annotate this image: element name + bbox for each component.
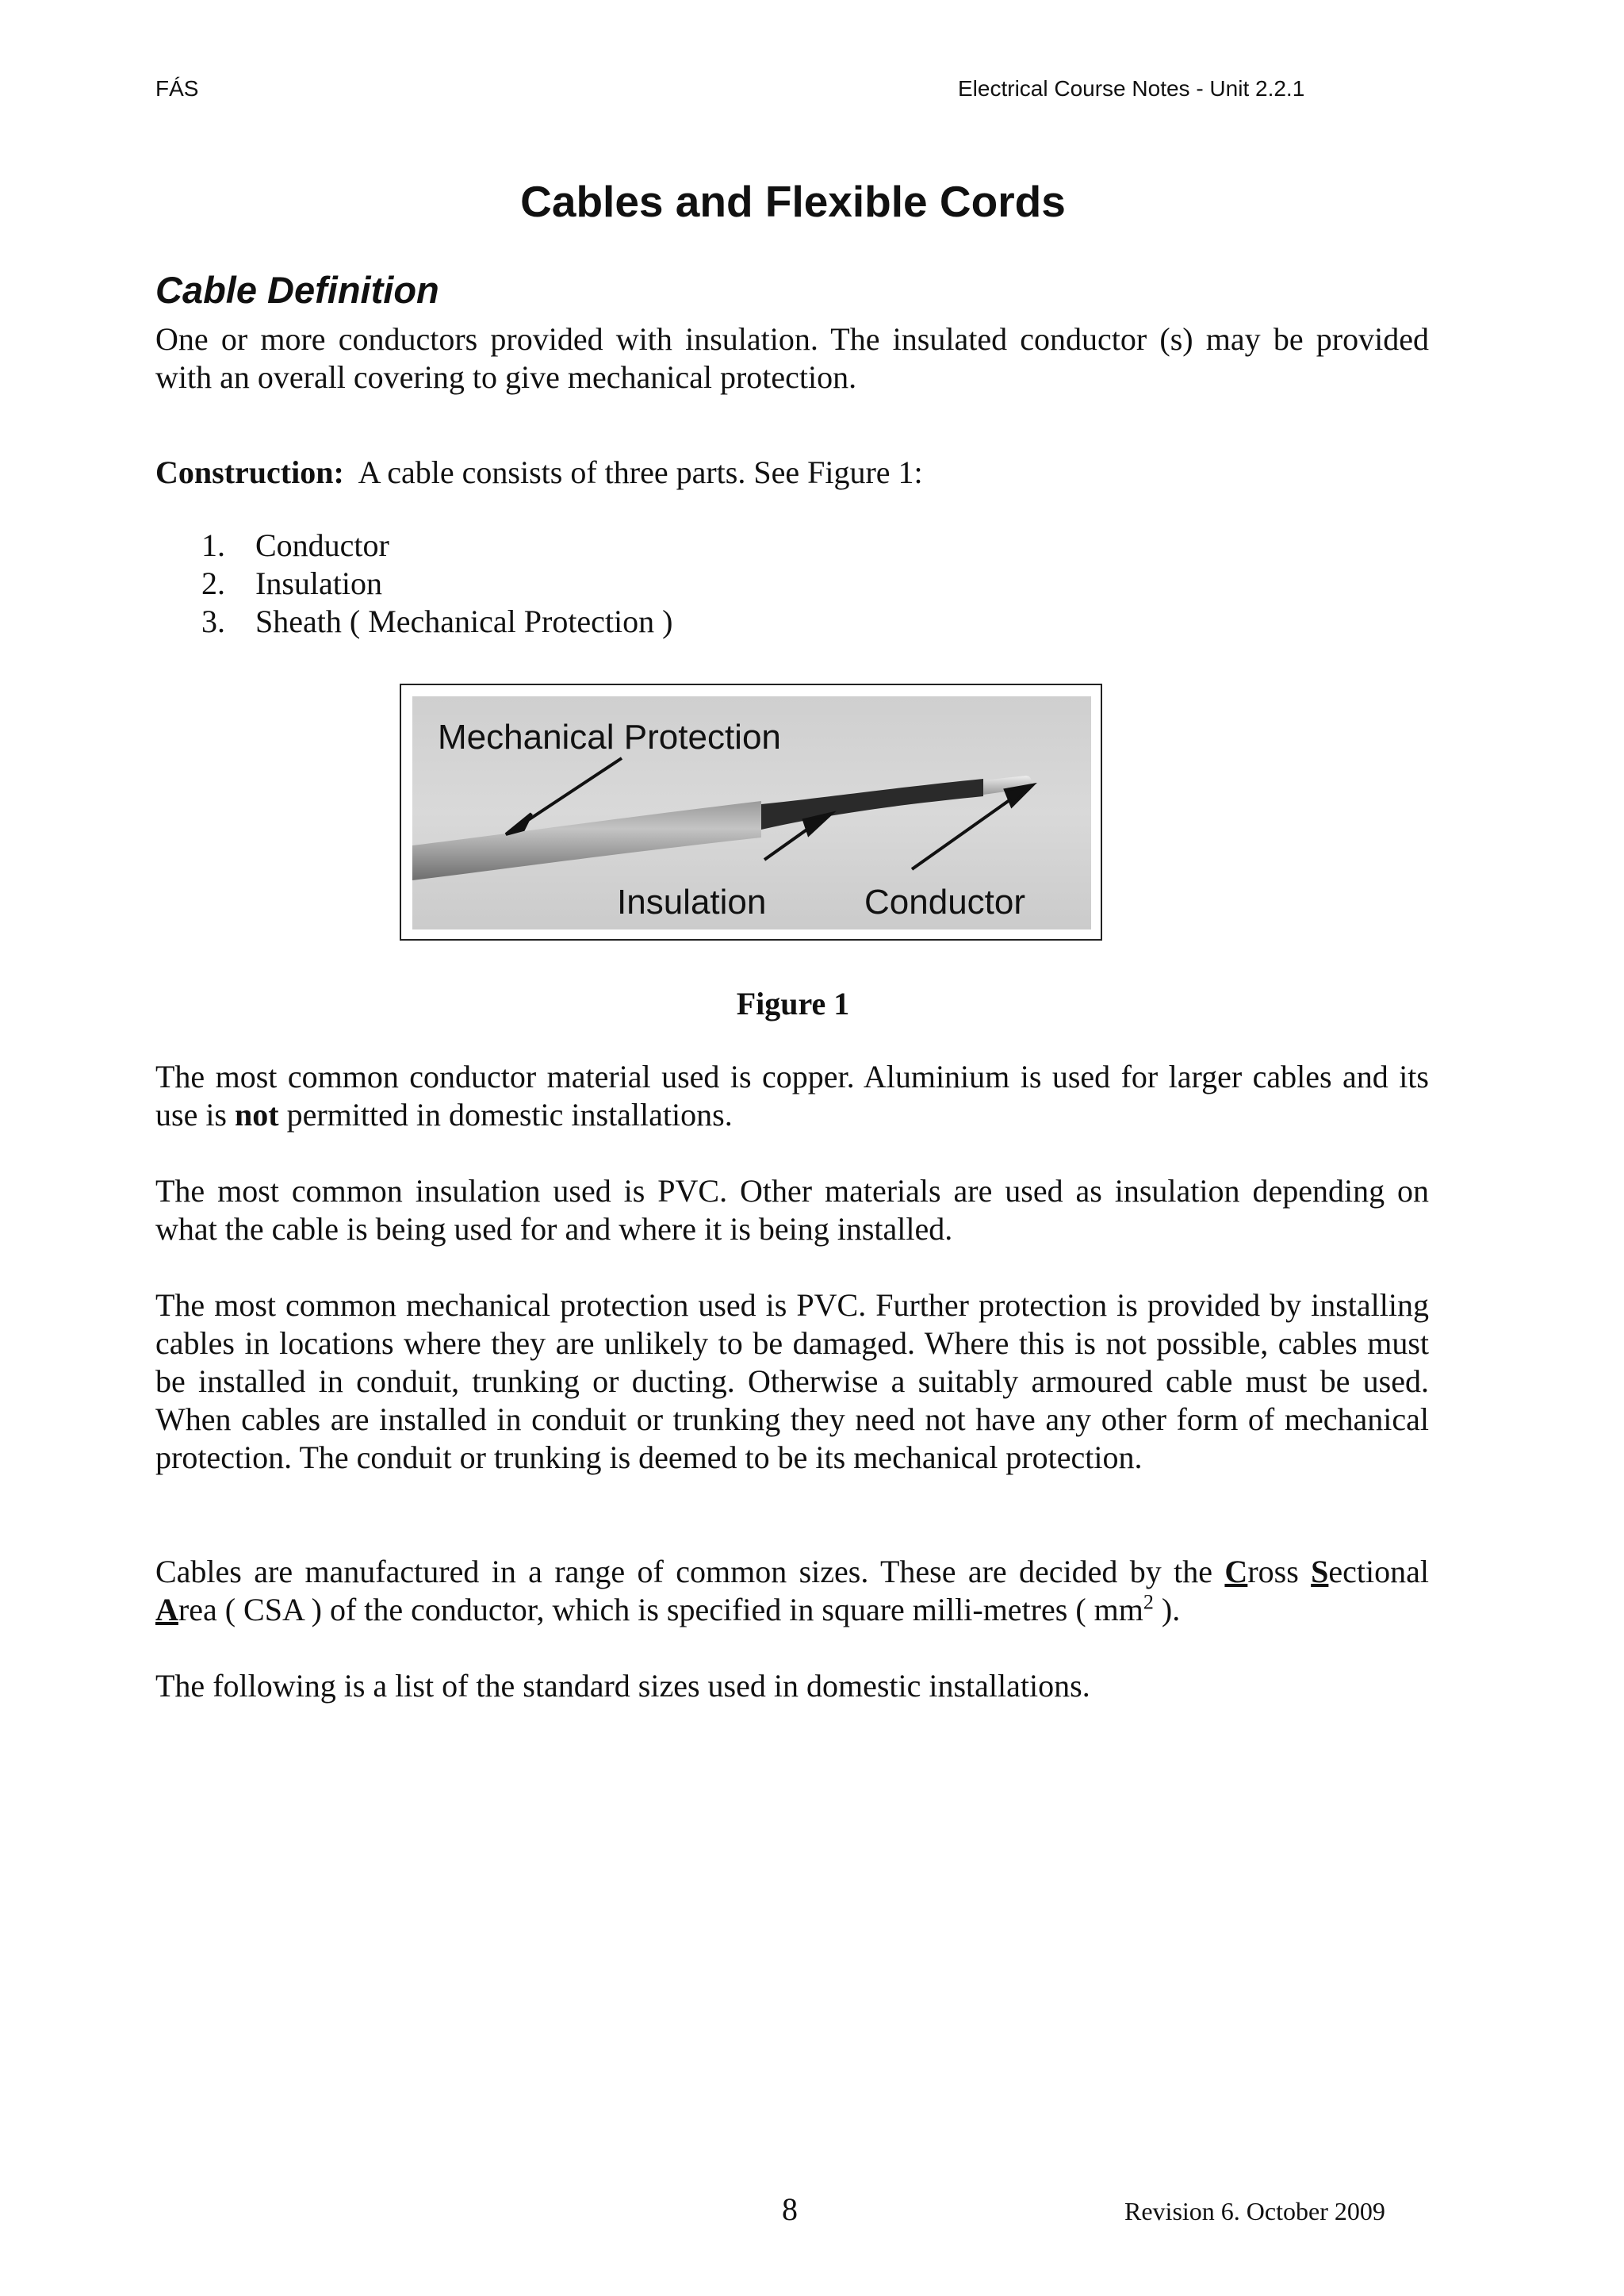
header-left: FÁS [155,76,199,101]
text-bold-underline: A [155,1592,178,1627]
list-text: Sheath ( Mechanical Protection ) [255,604,673,639]
list-text: Conductor [255,527,389,563]
text-run: rea ( CSA ) of the conductor, which is specified in square milli-metres ( mm [178,1592,1143,1627]
text-run: ). [1153,1592,1181,1627]
text-run: ross [1247,1554,1312,1589]
cable-diagram [412,696,1091,930]
list-item [201,527,672,565]
text-run: The most common conductor material used is copper. Aluminium is used for larger cables and its use is [155,1059,1429,1133]
text-bold-underline: S [1311,1554,1329,1589]
label-insulation: Insulation [617,883,767,922]
list-item [201,603,672,641]
list-text: Insulation [255,565,382,601]
list-number: 3. [201,604,225,639]
text-bold: not [235,1097,279,1133]
paragraph-cable-sizes [155,1553,1429,1629]
construction-line [155,454,1429,492]
construction-list [201,527,672,641]
text-run: permitted in domestic installations. [278,1097,733,1133]
label-conductor: Conductor [864,883,1026,922]
definition-paragraph: One or more conductors provided with insulation. The insulated conductor (s) may be provided with an overall covering to give mechanical protection. [155,321,1429,395]
paragraph-conductor-material [155,1058,1429,1134]
paragraph-insulation: The most common insulation used is PVC. Other materials are used as insulation depending on what the cable is being used for and where it is being installed. [155,1173,1429,1247]
page-number: 8 [782,2191,798,2227]
list-item [201,565,672,603]
header-right: Electrical Course Notes - Unit 2.2.1 [958,76,1305,101]
text-bold-underline: C [1224,1554,1248,1589]
cable-figure [400,684,1102,941]
list-number: 1. [201,527,225,563]
construction-label: Construction: [155,454,344,490]
superscript: 2 [1143,1590,1154,1614]
text-run: ectional [1328,1554,1429,1589]
text-run: Cables are manufactured in a range of common sizes. These are decided by the [155,1554,1225,1589]
page-title: Cables and Flexible Cords [520,177,1066,226]
paragraph-mechanical-protection: The most common mechanical protection used is PVC. Further protection is provided by installing cables in locations where they are unlikely to be damaged. Where this is not possible, cables must be installed in conduit, trunking or ducting. Otherwise a suitably armoured cable must be used. When cables are installed in conduit or trunking they need not have any other form of mechanical protection. The conduit or trunking is deemed to be its mechanical protection. [155,1287,1429,1475]
construction-text: A cable consists of three parts. See Figure 1: [358,454,923,490]
section-heading: Cable Definition [155,269,439,311]
list-number: 2. [201,565,225,601]
revision-note: Revision 6. October 2009 [1124,2197,1385,2225]
figure-caption: Figure 1 [736,986,850,1022]
paragraph-standard-sizes: The following is a list of the standard sizes used in domestic installations. [155,1668,1090,1704]
label-mechanical-protection: Mechanical Protection [438,718,781,757]
